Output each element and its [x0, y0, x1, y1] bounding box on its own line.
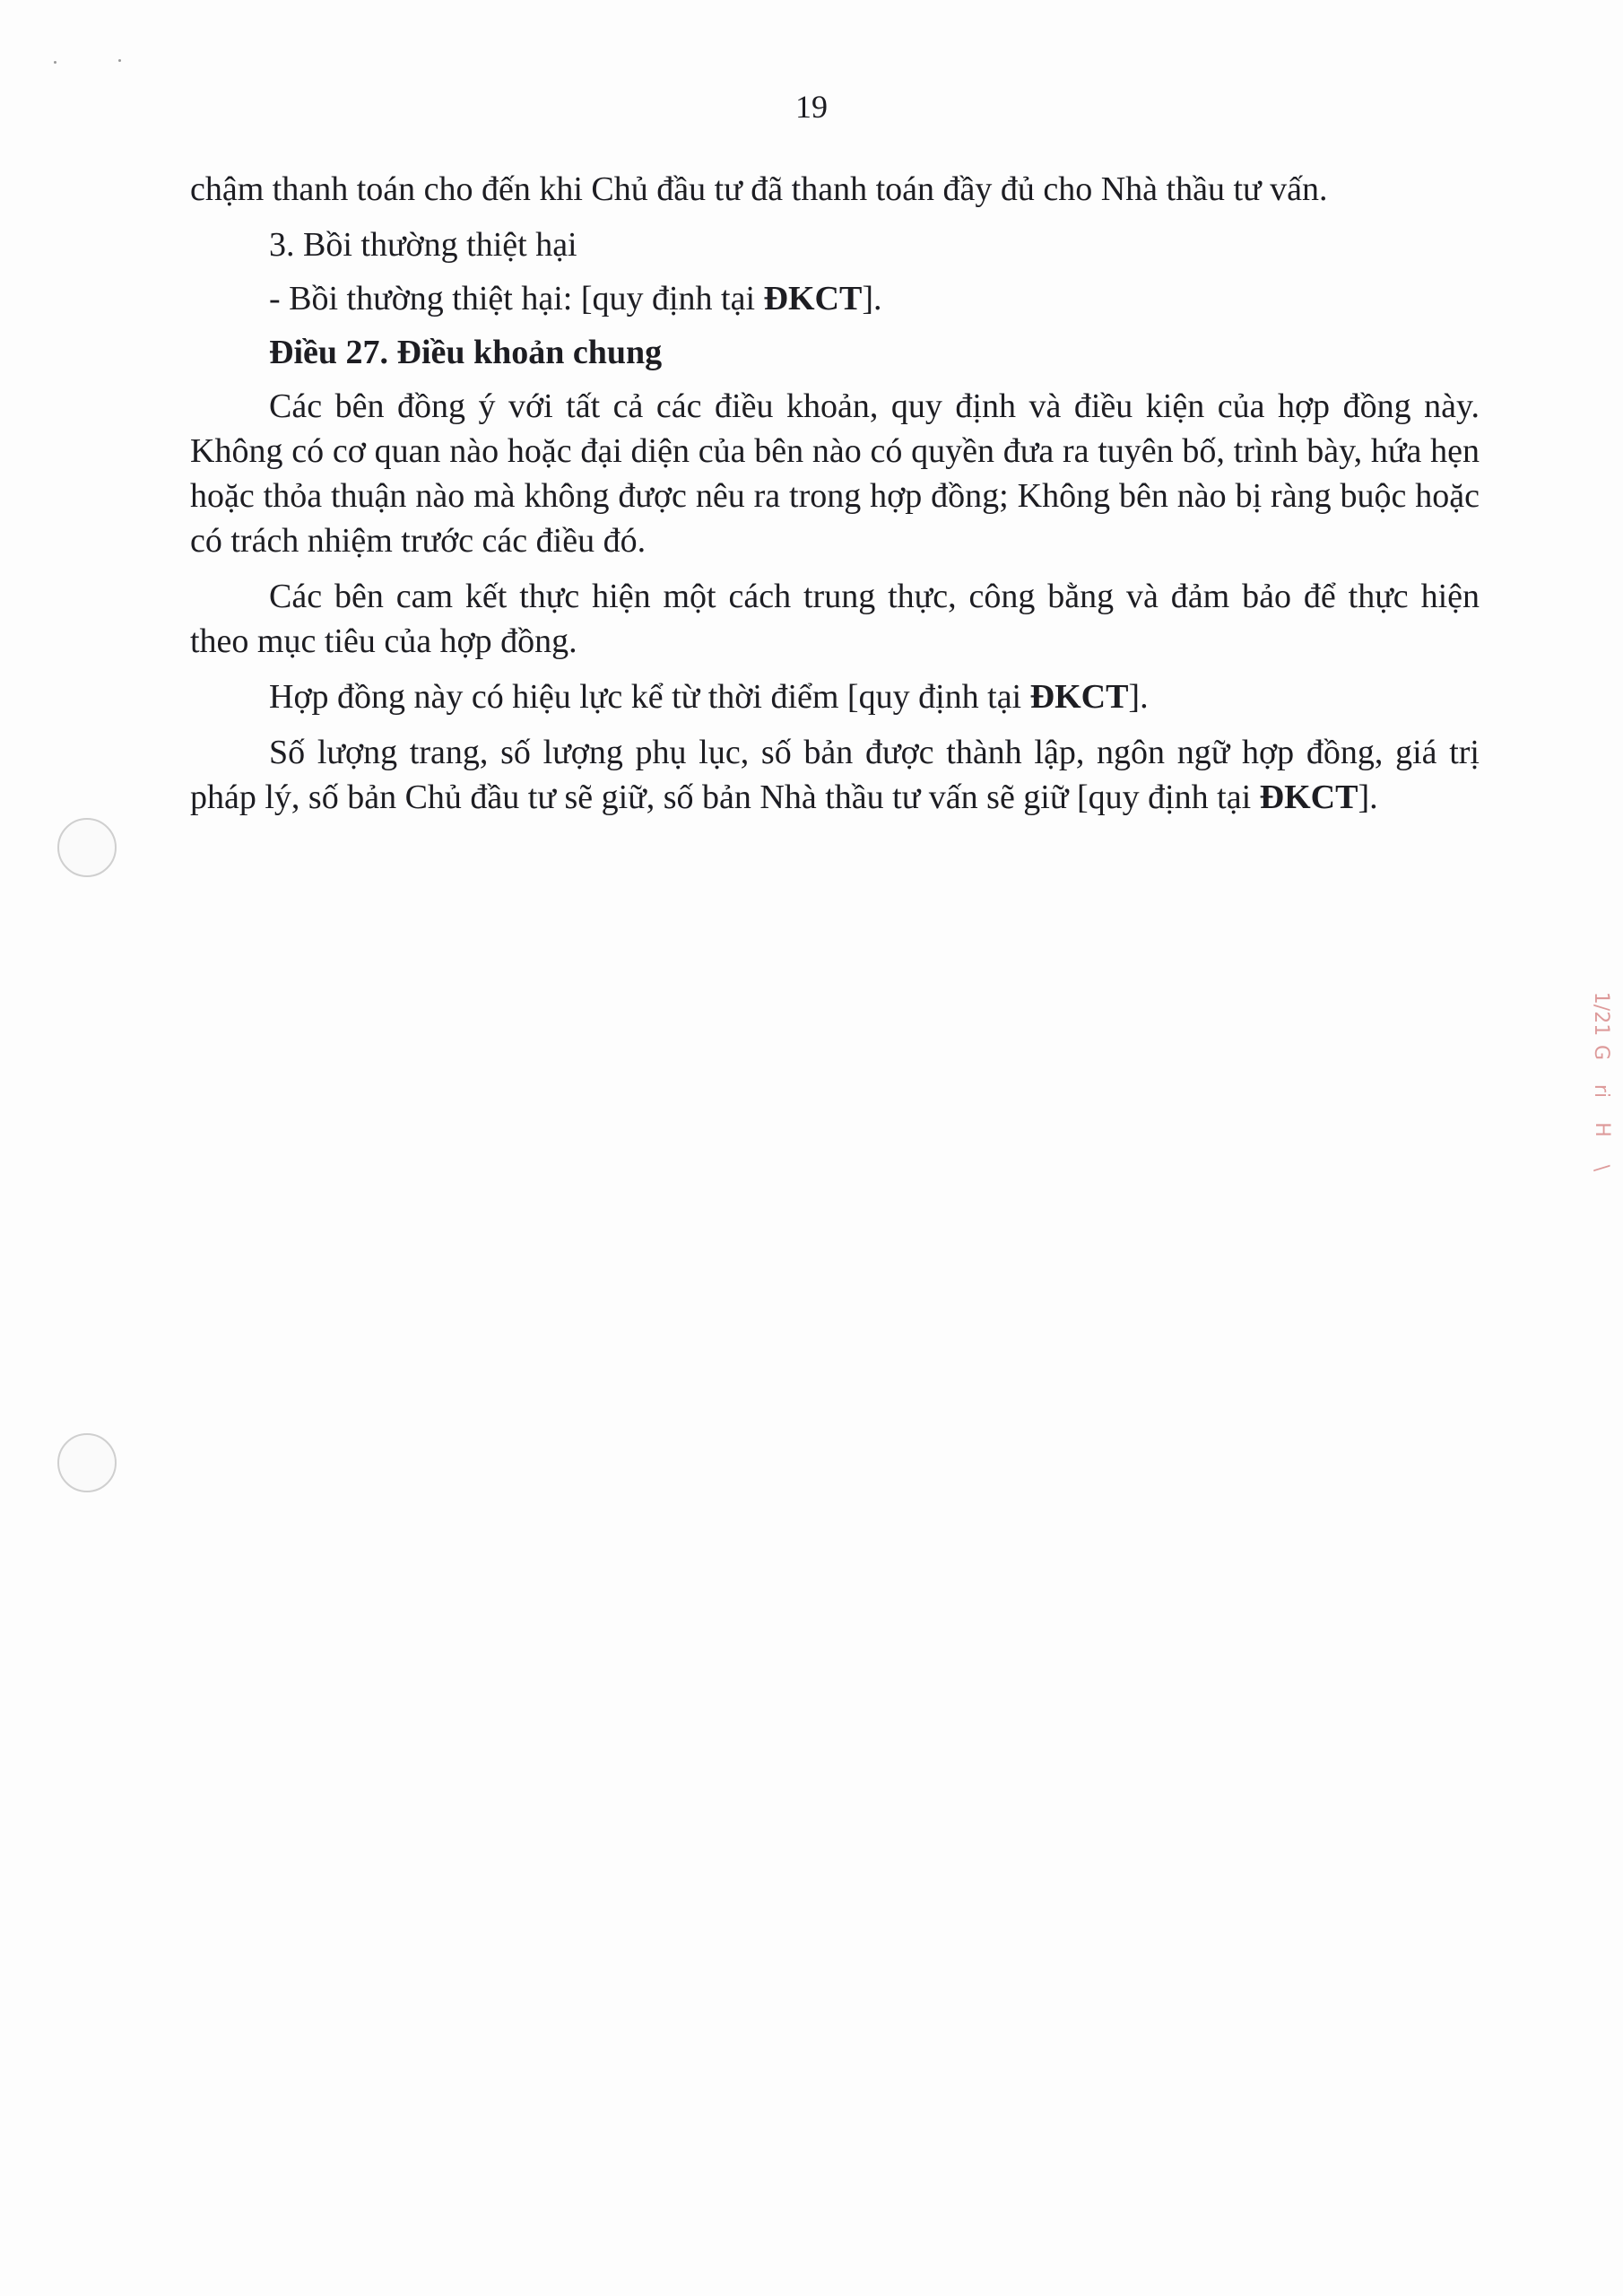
text: ]. — [862, 280, 882, 317]
edge-mark: ri — [1590, 1083, 1613, 1099]
punch-hole — [57, 818, 117, 877]
edge-mark: \ — [1590, 1164, 1613, 1172]
paragraph-agreement: Các bên đồng ý với tất cả các điều khoản, quy định và điều kiện của hợp đồng này. Không có cơ quan nào hoặc đại diện của bên nào có quyền đưa ra tuyên bố, trình bày, hứa hẹn hoặc thỏa thuận nào mà không được nêu ra trong hợp đồng; Không bên nào bị ràng buộc hoặc có trách nhiệm trước các điều đó. — [190, 387, 1480, 560]
page-number: 19 — [795, 89, 828, 125]
document-body — [190, 167, 1480, 831]
edge-mark: G — [1590, 1044, 1613, 1061]
punch-hole — [57, 1433, 117, 1492]
scan-speck — [118, 59, 121, 62]
article-heading: Điều 27. Điều khoản chung — [269, 334, 663, 371]
text: ]. — [1128, 678, 1149, 716]
paragraph-copies — [190, 730, 1480, 820]
edge-mark: 1/21 — [1590, 991, 1613, 1037]
edge-mark: H — [1590, 1122, 1613, 1137]
bold-term: ĐKCT — [1259, 778, 1358, 816]
paragraph-compensation-detail — [190, 276, 1480, 321]
paragraph-continuation: chậm thanh toán cho đến khi Chủ đầu tư đã thanh toán đầy đủ cho Nhà thầu tư vấn. — [190, 170, 1328, 208]
edge-stamp-bleed — [1585, 991, 1618, 1179]
text: - Bồi thường thiệt hại: [quy định tại — [269, 280, 764, 317]
bold-term: ĐKCT — [1029, 678, 1129, 716]
text: ]. — [1358, 778, 1378, 816]
paragraph-effective-date — [190, 674, 1480, 719]
bold-term: ĐKCT — [763, 280, 863, 317]
section-item-compensation: 3. Bồi thường thiệt hại — [269, 226, 577, 264]
text: Hợp đồng này có hiệu lực kể từ thời điểm [quy định tại — [269, 678, 1030, 716]
paragraph-commitment: Các bên cam kết thực hiện một cách trung thực, công bằng và đảm bảo để thực hiện theo mục tiêu của hợp đồng. — [190, 578, 1480, 660]
text: Số lượng trang, số lượng phụ lục, số bản được thành lập, ngôn ngữ hợp đồng, giá trị pháp lý, số bản Chủ đầu tư sẽ giữ, số bản Nhà thầu tư vấn sẽ giữ [quy định tại — [190, 734, 1480, 816]
scan-speck — [54, 61, 56, 64]
